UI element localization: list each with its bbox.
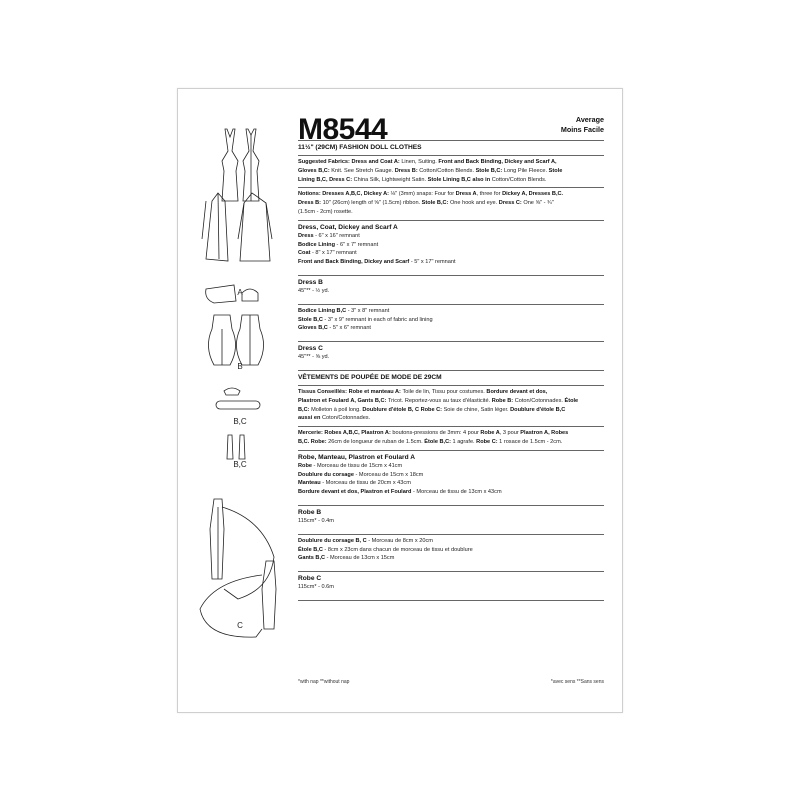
en-yardage-a-section	[298, 221, 604, 276]
coat-a-front-drawing	[206, 193, 228, 261]
stole-lining-drawing	[216, 401, 260, 409]
text-line: aussi en Coton/Cotonnades.	[298, 415, 371, 422]
text-line: Doublure du corsage B, C - Morceau de 8cm x 20cm	[298, 537, 433, 544]
glove-left-drawing	[227, 435, 233, 459]
text-line: Gloves B,C: Knit. See Stretch Gauge. Dress B: Cotton/Cotton Blends. Stole B,C: Long Pile Fleece. Stole	[298, 167, 563, 174]
fr-fabrics-section	[298, 386, 604, 427]
dress-c-front-drawing	[210, 499, 224, 579]
fr-notions-section	[298, 427, 604, 451]
difficulty-fr: Moins Facile	[560, 125, 604, 134]
dress-c-train-drawing	[222, 507, 274, 599]
fr-bc-section	[298, 535, 604, 572]
fr-title: VÊTEMENTS DE POUPÉE DE MODE DE 29CM	[298, 373, 442, 381]
en-dress-c-value: 45"** - ⅝ yd.	[298, 354, 330, 361]
text-line: Bordure devant et dos, Plastron et Foulard - Morceau de tissu de 13cm x 43cm	[298, 489, 502, 496]
fr-bc-items	[298, 537, 604, 563]
text-line: Stole B,C - 3" x 9" remnant in each of fabric and lining	[298, 316, 433, 323]
en-yardage-a-heading: Dress, Coat, Dickey and Scarf A	[298, 223, 398, 231]
footer-nap-note-fr: *avec sens **Sans sens	[550, 679, 604, 685]
text-line: Gloves B,C - 5" x 6" remnant	[298, 325, 371, 332]
pattern-number: M8544	[298, 113, 388, 146]
figure-label-bc-gloves: B,C	[233, 460, 247, 469]
text-line: Coat - 8" x 17" remnant	[298, 250, 357, 257]
difficulty-rating	[561, 115, 604, 135]
en-fabrics-section	[298, 156, 604, 188]
text-line: (1.5cm - 2cm) rosette.	[298, 208, 353, 215]
en-notions-section	[298, 188, 604, 220]
en-dress-b-value: 45"** - ½ yd.	[298, 287, 330, 294]
coat-a-back-drawing	[240, 193, 270, 261]
text-line: Manteau - Morceau de tissu de 20cm x 43cm	[298, 480, 411, 487]
text-line: Plastron et Foulard A, Gants B,C: Tricot. Reportez-vous au taux d'élasticité. Robe B: Coton/Cotonnades. Étole	[298, 397, 579, 404]
text-line: Dress - 6" x 16" remnant	[298, 232, 360, 239]
fr-robe-c-value: 115cm* - 0.6m	[298, 584, 334, 591]
fr-title-section	[298, 371, 604, 386]
text-line: Doublure du corsage - Morceau de 15cm x 18cm	[298, 471, 424, 478]
en-bc-section	[298, 305, 604, 342]
footer	[298, 679, 604, 685]
fr-yardage-a-heading: Robe, Manteau, Plastron et Foulard A	[298, 453, 415, 461]
text-line: Gants B,C - Morceau de 13cm x 15cm	[298, 555, 395, 562]
fr-yardage-a-section	[298, 451, 604, 506]
en-yardage-a-lines	[298, 232, 604, 267]
fr-robe-c-heading: Robe C	[298, 575, 322, 583]
fr-robe-b-heading: Robe B	[298, 508, 322, 516]
text-line: Étole B,C - 8cm x 23cm dans chacun de morceau de tissu et doublure	[298, 546, 473, 553]
en-dress-b-section	[298, 276, 604, 305]
en-dress-c-heading: Dress C	[298, 345, 323, 353]
fr-notions	[298, 429, 604, 447]
content	[298, 140, 604, 601]
text-line: Lining B,C, Dress C: China Silk, Lightweight Satin. Stole Lining B,C also in Cotton/Cotton Blends.	[298, 176, 547, 183]
text-line: Tissus Conseillés: Robe et manteau A: Toile de lin, Tissu pour costumes. Bordure devant et dos,	[298, 388, 548, 395]
dress-c-back-drawing	[262, 561, 276, 629]
figure-label-c: C	[237, 621, 243, 630]
text-line: Mercerie: Robes A,B,C, Plastron A: boutons-pressions de 3mm: 4 pour Robe A, 3 pour Plastron A, Robes	[298, 430, 569, 437]
figure-label-bc-stole: B,C	[233, 417, 247, 426]
glove-right-drawing	[239, 435, 245, 459]
text-line: Front and Back Binding, Dickey and Scarf - 5" x 17" remnant	[298, 259, 456, 266]
text-line: B,C: Molleton à poil long. Doublure d'étole B, C Robe C: Soie de chine, Satin léger. Doublure d'étole B,C	[298, 406, 566, 413]
stole-bc-drawing	[224, 388, 240, 395]
fr-robe-b-section	[298, 506, 604, 535]
text-line: Dress B: 10" (26cm) length of ⅝" (1.5cm) ribbon. Stole B,C: One hook and eye. Dress C: One ⅝" - ¾"	[298, 200, 554, 207]
en-fabrics	[298, 158, 604, 184]
difficulty-en: Average	[575, 115, 604, 124]
fr-robe-c-section	[298, 572, 604, 601]
footer-nap-note-en: *with nap **without nap	[298, 679, 350, 685]
en-title-section	[298, 140, 604, 156]
text-line: Suggested Fabrics: Dress and Coat A: Linen, Suiting. Front and Back Binding, Dickey and Scarf A,	[298, 159, 557, 165]
figure-label-a: A	[237, 288, 243, 297]
text-line: Bodice Lining B,C - 3" x 8" remnant	[298, 307, 390, 314]
text-line: B,C. Robe: 26cm de longueur de ruban de 1.5cm. Étole B,C: 1 agrafe. Robe C: 1 rosace de 1.5cm - 2cm.	[298, 438, 563, 445]
text-line: Notions: Dresses A,B,C, Dickey A: ⅛" (3mm) snaps: Four for Dress A, three for Dickey A, Dresses B,C.	[298, 191, 564, 198]
text-line: Bodice Lining - 6" x 7" remnant	[298, 241, 379, 248]
en-dress-b-heading: Dress B	[298, 278, 323, 286]
fr-yardage-a-lines	[298, 462, 604, 497]
en-bc-items	[298, 307, 604, 333]
figure-label-b: B	[237, 362, 243, 371]
pattern-back-sheet	[177, 88, 623, 713]
dress-a-front-drawing	[222, 129, 238, 201]
en-title: 11½" (29CM) FASHION DOLL CLOTHES	[298, 144, 422, 151]
fr-fabrics	[298, 388, 604, 423]
text-line: Robe - Morceau de tissu de 15cm x 41cm	[298, 462, 403, 469]
text-column	[298, 89, 604, 714]
en-notions	[298, 190, 604, 216]
fr-robe-b-value: 115cm* - 0.4m	[298, 517, 334, 524]
illustrations-column	[178, 89, 298, 714]
en-dress-c-section	[298, 342, 604, 371]
